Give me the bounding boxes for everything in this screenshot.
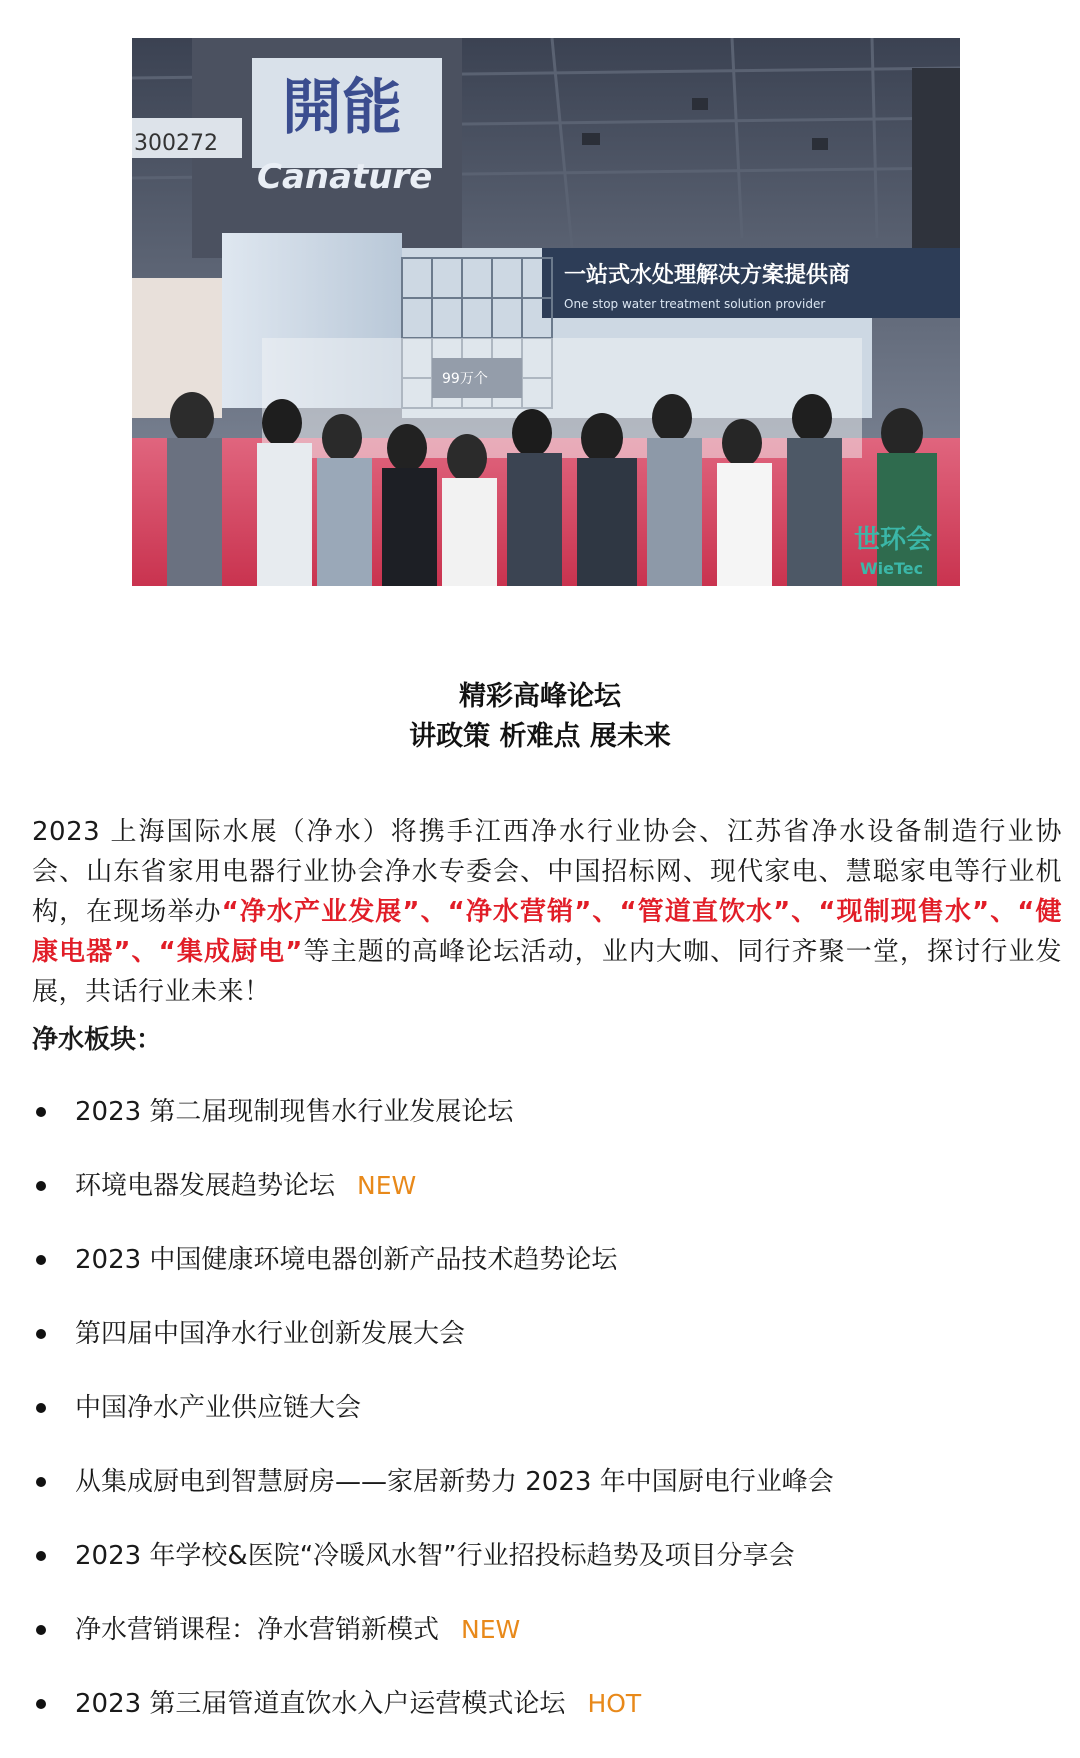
- banner-en-text: One stop water treatment solution provider: [564, 297, 826, 311]
- list-item: [32, 1610, 1062, 1684]
- bullet-icon: [36, 1181, 46, 1191]
- bullet-icon: [36, 1699, 46, 1709]
- exhibition-photo: [132, 38, 960, 586]
- forum-title: 环境电器发展趋势论坛: [75, 1171, 336, 1201]
- forum-title: 中国净水产业供应链大会: [75, 1393, 362, 1423]
- bullet-icon: [36, 1255, 46, 1265]
- forum-title: 净水营销课程：净水营销新模式: [75, 1615, 440, 1645]
- booth-brand-text: Canature: [257, 157, 433, 197]
- intro-text-start: 2023 上海国际水展（净水）将携手江西净水行业协会、江苏省净水设备制造行业协会、山东省家用电器行业协会净水专委会、中国招标网、现代家电、慧聪家电等行业机构，在现场举办: [32, 817, 1062, 927]
- forum-title: 2023 年学校&医院“冷暖风水智”行业招投标趋势及项目分享会: [75, 1541, 795, 1571]
- forum-title: 从集成厨电到智慧厨房——家居新势力 2023 年中国厨电行业峰会: [75, 1467, 834, 1497]
- forum-subheading: 讲政策 析难点 展未来: [409, 721, 671, 752]
- bullet-icon: [36, 1403, 46, 1413]
- bullet-icon: [36, 1107, 46, 1117]
- booth-code-text: 300272: [134, 131, 218, 156]
- intro-paragraph: [32, 812, 1062, 1012]
- list-item: [32, 1166, 1062, 1240]
- banner-cn-text: 一站式水处理解决方案提供商: [564, 263, 851, 288]
- bullet-icon: [36, 1625, 46, 1635]
- forum-title: 2023 中国健康环境电器创新产品技术趋势论坛: [75, 1245, 618, 1275]
- forum-title: 2023 第三届管道直饮水入户运营模式论坛: [75, 1689, 566, 1719]
- watermark-en: WieTec: [860, 559, 924, 578]
- forum-title: 2023 第二届现制现售水行业发展论坛: [75, 1097, 514, 1127]
- small-sign-text: 99万个: [442, 371, 488, 387]
- forum-title: 第四届中国净水行业创新发展大会: [75, 1319, 466, 1349]
- list-item: [32, 1684, 1062, 1758]
- bullet-icon: [36, 1551, 46, 1561]
- list-item: [32, 1092, 1062, 1166]
- list-item: [32, 1536, 1062, 1610]
- bullet-icon: [36, 1477, 46, 1487]
- forum-list: [32, 1092, 1062, 1758]
- intro-highlight-topics: “净水产业发展”、“净水营销”、“管道直饮水”、“现制现售水”、“健康电器”、“集成厨电”: [32, 897, 1062, 967]
- list-item: [32, 1388, 1062, 1462]
- section-title: 净水板块：: [32, 1025, 163, 1055]
- bullet-icon: [36, 1329, 46, 1339]
- watermark-cn: 世环会: [854, 525, 933, 555]
- forum-tag: HOT: [587, 1689, 642, 1718]
- list-item: [32, 1462, 1062, 1536]
- forum-tag: NEW: [461, 1615, 521, 1644]
- booth-logo-text: 開能: [282, 73, 402, 143]
- forum-heading: 精彩高峰论坛: [459, 681, 621, 712]
- list-item: [32, 1240, 1062, 1314]
- intro-text-end: 等主题的高峰论坛活动，业内大咖、同行齐聚一堂，探讨行业发展，共话行业未来！: [32, 937, 1062, 1007]
- forum-tag: NEW: [357, 1171, 417, 1200]
- list-item: [32, 1314, 1062, 1388]
